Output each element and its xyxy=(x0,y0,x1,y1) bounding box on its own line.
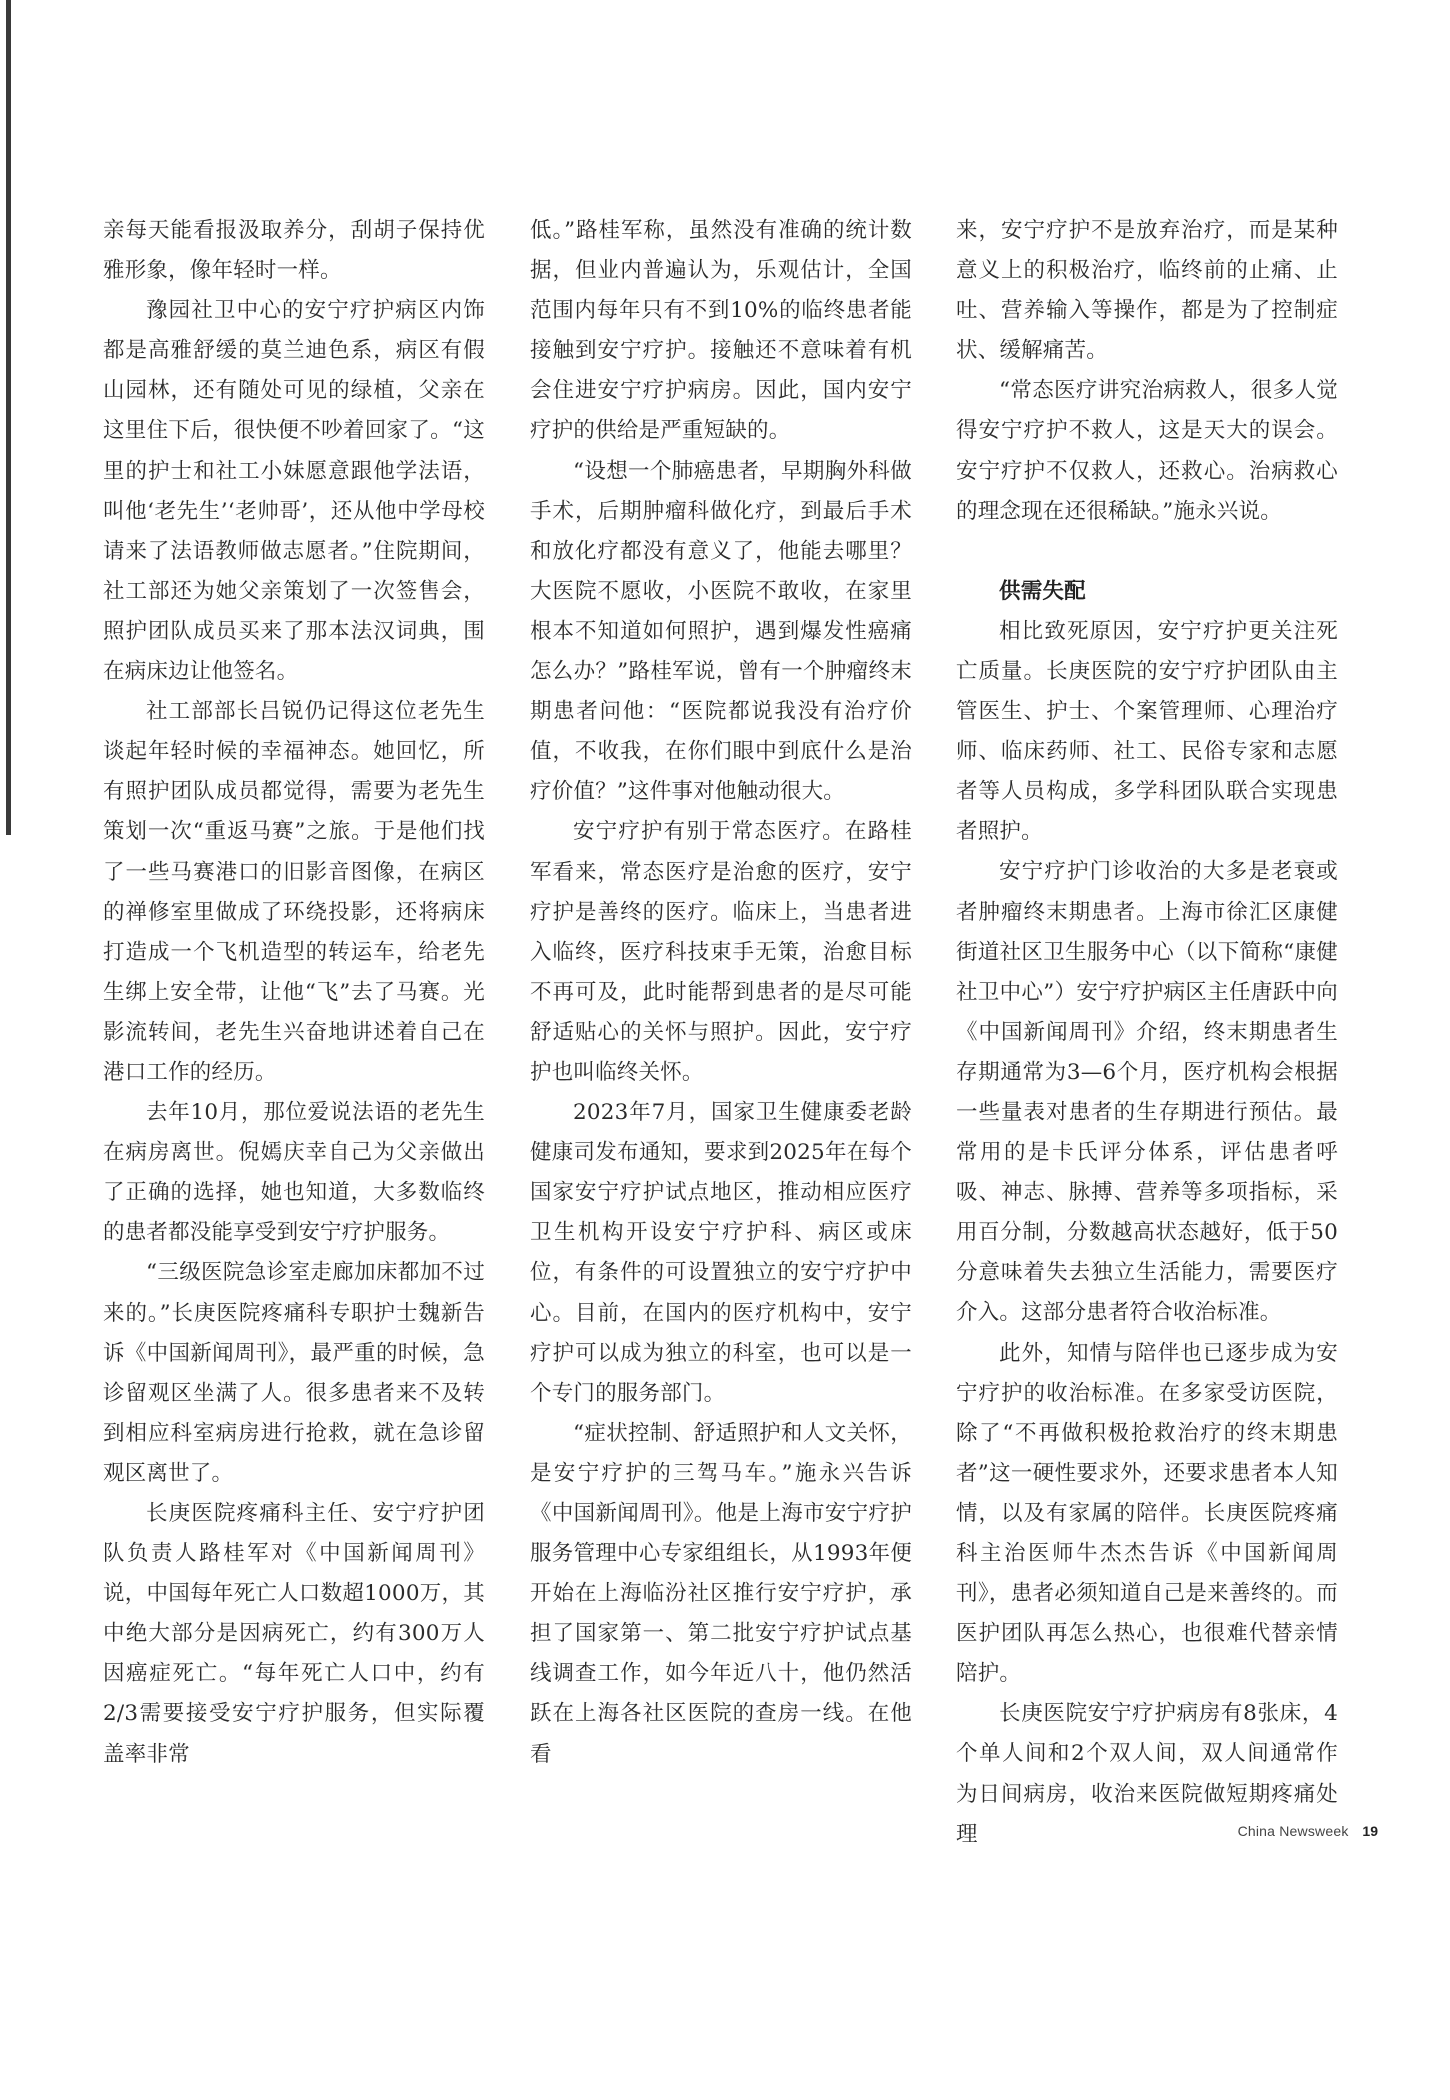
paragraph: 安宁疗护有别于常态医疗。在路桂军看来，常态医疗是治愈的医疗，安宁疗护是善终的医疗。临床上，当患者进入临终，医疗科技束手无策，治愈目标不再可及，此时能帮到患者的是尽可能舒适贴心的关怀与照护。因此，安宁疗护也叫临终关怀。 xyxy=(530,819,912,1085)
paragraph: “症状控制、舒适照护和人文关怀，是安宁疗护的三驾马车。”施永兴告诉《中国新闻周刊》。他是上海市安宁疗护服务管理中心专家组组长，从1993年便开始在上海临汾社区推行安宁疗护，承担了国家第一、第二批安宁疗护试点基线调查工作，如今年近八十，他仍然活跃在上海各社区医院的查房一线。在他看 xyxy=(530,1420,912,1767)
paragraph: 社工部部长吕锐仍记得这位老先生谈起年轻时候的幸福神态。她回忆，所有照护团队成员都觉得，需要为老先生策划一次“重返马赛”之旅。于是他们找了一些马赛港口的旧影音图像，在病区的禅修室里做成了环绕投影，还将病床打造成一个飞机造型的转运车，给老先生绑上安全带，让他“飞”去了马赛。光影流转间，老先生兴奋地讲述着自己在港口工作的经历。 xyxy=(103,699,485,1085)
page-number: 19 xyxy=(1362,1823,1378,1839)
paragraph: 去年10月，那位爱说法语的老先生在病房离世。倪嫣庆幸自己为父亲做出了正确的选择，她也知道，大多数临终的患者都没能享受到安宁疗护服务。 xyxy=(103,1100,485,1246)
paragraph: “常态医疗讲究治病救人，很多人觉得安宁疗护不救人，这是天大的误会。安宁疗护不仅救人，还救心。治病救心的理念现在还很稀缺。”施永兴说。 xyxy=(956,378,1338,524)
paragraph: 安宁疗护门诊收治的大多是老衰或者肿瘤终末期患者。上海市徐汇区康健街道社区卫生服务中心（以下简称“康健社卫中心”）安宁疗护病区主任唐跃中向《中国新闻周刊》介绍，终末期患者生存期通常为3—6个月，医疗机构会根据一些量表对患者的生存期进行预估。最常用的是卡氏评分体系，评估患者呼吸、神志、脉搏、营养等多项指标，采用百分制，分数越高状态越好，低于50分意味着失去独立生活能力，需要医疗介入。这部分患者符合收治标准。 xyxy=(956,859,1338,1326)
paragraph: “设想一个肺癌患者，早期胸外科做手术，后期肿瘤科做化疗，到最后手术和放化疗都没有意义了，他能去哪里？大医院不愿收，小医院不敢收，在家里根本不知道如何照护，遇到爆发性癌痛怎么办？”路桂军说，曾有一个肿瘤终末期患者问他：“医院都说我没有治疗价值，不收我，在你们眼中到底什么是治疗价值？”这件事对他触动很大。 xyxy=(530,458,912,805)
paragraph: 相比致死原因，安宁疗护更关注死亡质量。长庚医院的安宁疗护团队由主管医生、护士、个案管理师、心理治疗师、临床药师、社工、民俗专家和志愿者等人员构成，多学科团队联合实现患者照护。 xyxy=(956,618,1338,845)
paragraph: 此外，知情与陪伴也已逐步成为安宁疗护的收治标准。在多家受访医院，除了“不再做积极抢救治疗的终末期患者”这一硬性要求外，还要求患者本人知情，以及有家属的陪伴。长庚医院疼痛科主治医师牛杰杰告诉《中国新闻周刊》，患者必须知道自己是来善终的。而医护团队再怎么热心，也很难代替亲情陪护。 xyxy=(956,1340,1338,1687)
paragraph: 亲每天能看报汲取养分，刮胡子保持优雅形象，像年轻时一样。 xyxy=(103,218,485,284)
paragraph: 来，安宁疗护不是放弃治疗，而是某种意义上的积极治疗，临终前的止痛、止吐、营养输入等操作，都是为了控制症状、缓解痛苦。 xyxy=(956,218,1338,364)
text-column-2 xyxy=(530,211,912,1775)
left-edge-rule xyxy=(6,0,11,835)
paragraph: “三级医院急诊室走廊加床都加不过来的。”长庚医院疼痛科专职护士魏新告诉《中国新闻周刊》，最严重的时候，急诊留观区坐满了人。很多患者来不及转到相应科室病房进行抢救，就在急诊留观区离世了。 xyxy=(103,1260,485,1486)
page-footer xyxy=(1238,1823,1378,1839)
text-column-1 xyxy=(103,211,485,1775)
paragraph: 低。”路桂军称，虽然没有准确的统计数据，但业内普遍认为，乐观估计，全国范围内每年只有不到10%的临终患者能接触到安宁疗护。接触还不意味着有机会住进安宁疗护病房。因此，国内安宁疗护的供给是严重短缺的。 xyxy=(530,218,912,444)
paragraph: 2023年7月，国家卫生健康委老龄健康司发布通知，要求到2025年在每个国家安宁疗护试点地区，推动相应医疗卫生机构开设安宁疗护科、病区或床位，有条件的可设置独立的安宁疗护中心。目前，在国内的医疗机构中，安宁疗护可以成为独立的科室，也可以是一个专门的服务部门。 xyxy=(530,1100,912,1406)
paragraph: 长庚医院安宁疗护病房有8张床，4个单人间和2个双人间，双人间通常作为日间病房，收治来医院做短期疼痛处理 xyxy=(956,1701,1338,1847)
text-column-3 xyxy=(956,211,1338,1855)
section-heading: 供需失配 xyxy=(999,578,1086,604)
paragraph: 豫园社卫中心的安宁疗护病区内饰都是高雅舒缓的莫兰迪色系，病区有假山园林，还有随处可见的绿植，父亲在这里住下后，很快便不吵着回家了。“这里的护士和社工小妹愿意跟他学法语，叫他‘老先生’‘老帅哥’，还从他中学母校请来了法语教师做志愿者。”住院期间，社工部还为她父亲策划了一次签售会，照护团队成员买来了那本法汉词典，围在病床边让他签名。 xyxy=(103,298,485,685)
publication-name: China Newsweek xyxy=(1237,1823,1349,1839)
paragraph: 长庚医院疼痛科主任、安宁疗护团队负责人路桂军对《中国新闻周刊》说，中国每年死亡人口数超1000万，其中绝大部分是因病死亡，约有300万人因癌症死亡。“每年死亡人口中，约有2/3需要接受安宁疗护服务，但实际覆盖率非常 xyxy=(103,1501,485,1767)
